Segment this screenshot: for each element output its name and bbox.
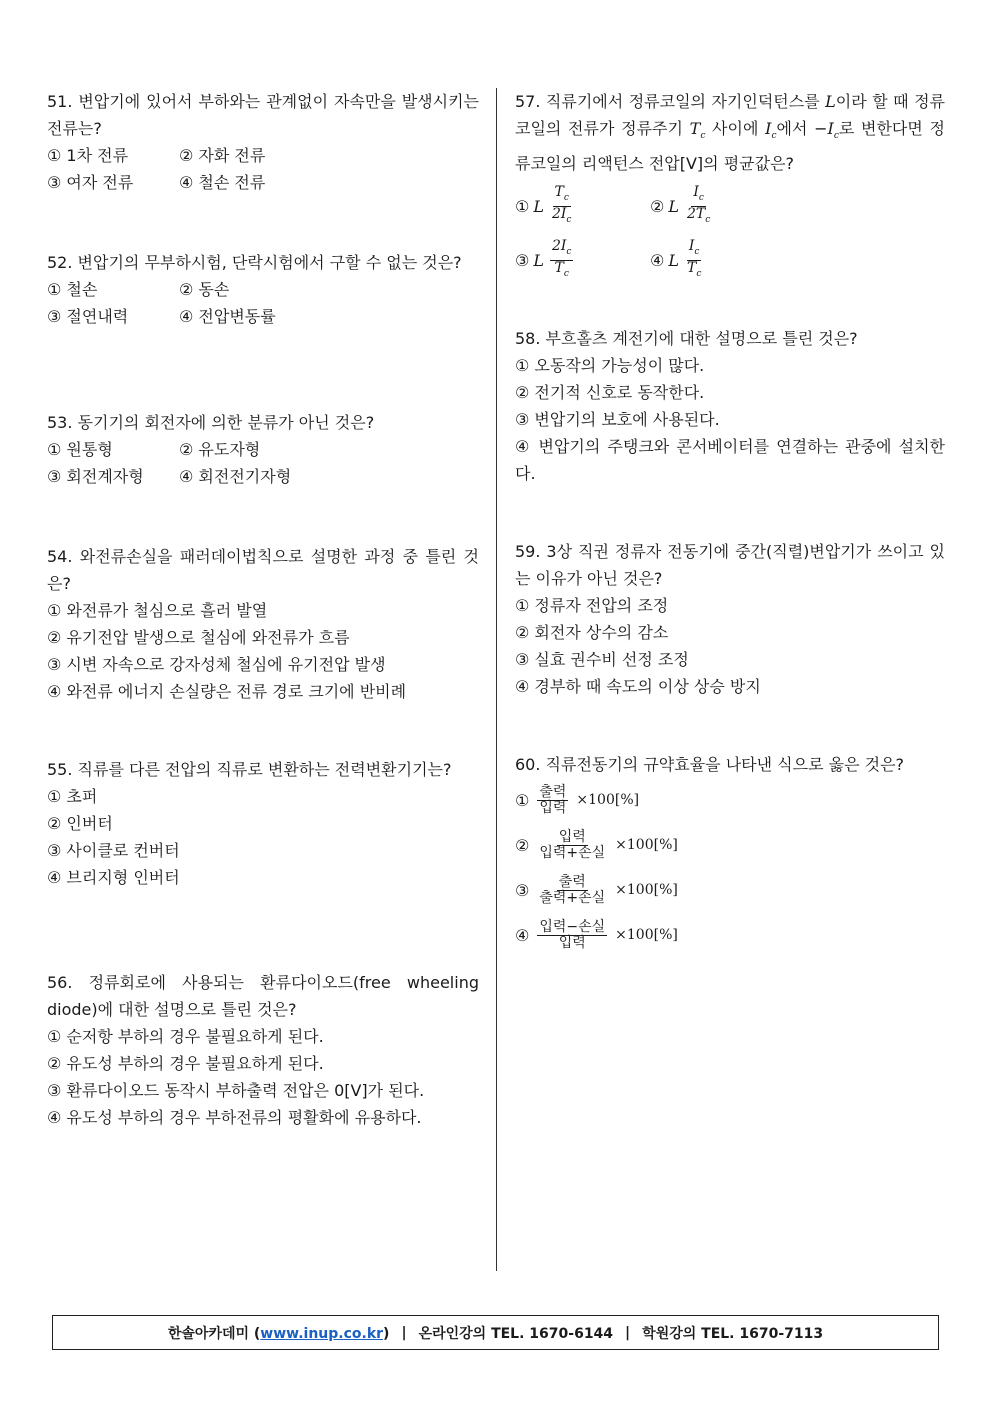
option-2[interactable]: ② 유도성 부하의 경우 불필요하게 된다. [47, 1054, 324, 1073]
option-3[interactable]: ③ 시변 자속으로 강자성체 철심에 유기전압 발생 [47, 655, 386, 674]
question-stem: 60. 직류전동기의 규약효율을 나타낸 식으로 옳은 것은? [515, 755, 905, 774]
question-57 [515, 88, 945, 283]
option-2[interactable]: ② 유도자형 [179, 440, 261, 459]
option-1[interactable]: ① $\frac{\text{출력}}{\text{입력}}$ ×100[%] [515, 784, 640, 816]
option-3[interactable]: ③ 변압기의 보호에 사용된다. [515, 410, 720, 429]
question-56 [47, 969, 479, 1131]
fraction: $\frac{\text{출력}}{\text{입력}}$ [539, 784, 567, 816]
separator: | [625, 1324, 631, 1341]
option-3[interactable]: ③ 절연내력 [47, 307, 129, 326]
question-stem: 51. 변압기에 있어서 부하와는 관계없이 자속만을 발생시키는 전류는? [47, 92, 479, 138]
question-54 [47, 543, 479, 705]
column-divider [496, 88, 497, 1271]
option-2[interactable]: ② 인버터 [47, 814, 113, 833]
option-3[interactable]: ③ 회전계자형 [47, 467, 144, 486]
symbol-L: L [825, 92, 836, 111]
option-4[interactable]: ④ 브리지형 인버터 [47, 868, 180, 887]
question-51 [47, 88, 479, 196]
option-4[interactable]: ④ 변압기의 주탱크와 콘서베이터를 연결하는 관중에 설치한다. [515, 437, 945, 483]
question-stem: 58. 부흐홀츠 계전기에 대한 설명으로 틀린 것은? [515, 329, 858, 348]
option-2[interactable]: ② L $\frac{I_c}{2T_c}$ [650, 185, 785, 228]
option-1[interactable]: ① 순저항 부하의 경우 불필요하게 된다. [47, 1027, 324, 1046]
question-58 [515, 325, 945, 487]
option-4[interactable]: ④ L $\frac{I_c}{T_c}$ [650, 239, 785, 282]
fraction: $\frac{\text{입력}}{\text{입력+손실}}$ [539, 829, 606, 861]
option-4[interactable]: ④ 회전전기자형 [179, 467, 292, 486]
option-4[interactable]: ④ $\frac{\text{입력−손실}}{\text{입력}}$ ×100[%] [515, 919, 678, 951]
option-2[interactable]: ② 유기전압 발생으로 철심에 와전류가 흐름 [47, 628, 350, 647]
question-53 [47, 409, 479, 490]
offline-phone: 학원강의 TEL. 1670-7113 [642, 1325, 824, 1342]
option-4[interactable]: ④ 와전류 에너지 손실량은 전류 경로 크기에 반비례 [47, 682, 407, 701]
fraction: $\frac{\text{출력}}{\text{출력+손실}}$ [539, 874, 606, 906]
option-2[interactable]: ② 동손 [179, 280, 230, 299]
option-1[interactable]: ① 정류자 전압의 조정 [515, 596, 669, 615]
academy-name: 한솔아카데미 (www.inup.co.kr) [167, 1325, 390, 1342]
footer-bar [52, 1315, 939, 1350]
option-2[interactable]: ② 자화 전류 [179, 146, 266, 165]
option-1[interactable]: ① 와전류가 철심으로 흘러 발열 [47, 601, 268, 620]
option-3[interactable]: ③ $\frac{\text{출력}}{\text{출력+손실}}$ ×100[%] [515, 874, 678, 906]
option-4[interactable]: ④ 철손 전류 [179, 173, 266, 192]
question-55 [47, 756, 479, 891]
option-3[interactable]: ③ 실효 권수비 선정 조정 [515, 650, 689, 669]
option-2[interactable]: ② 회전자 상수의 감소 [515, 623, 669, 642]
fraction: $\frac{I_c}{2T_c}$ [686, 183, 711, 225]
separator: | [401, 1324, 407, 1341]
question-52 [47, 249, 479, 330]
fraction: $\frac{\text{입력−손실}}{\text{입력}}$ [539, 919, 606, 951]
question-stem: 54. 와전류손실을 패러데이법칙으로 설명한 과정 중 틀린 것은? [47, 547, 479, 593]
option-2[interactable]: ② 전기적 신호로 동작한다. [515, 383, 705, 402]
fraction: $\frac{T_c}{2I_c}$ [551, 183, 572, 225]
option-1[interactable]: ① 오동작의 가능성이 많다. [515, 356, 705, 375]
option-1[interactable]: ① 원통형 [47, 440, 113, 459]
option-4[interactable]: ④ 전압변동률 [179, 307, 276, 326]
option-2[interactable]: ② $\frac{\text{입력}}{\text{입력+손실}}$ ×100[%] [515, 829, 678, 861]
question-stem: 52. 변압기의 무부하시험, 단락시험에서 구할 수 없는 것은? [47, 253, 462, 272]
question-stem: 56. 정류회로에 사용되는 환류다이오드(free wheeling diode)에 대한 설명으로 틀린 것은? [47, 973, 479, 1019]
option-1[interactable]: ① 철손 [47, 280, 98, 299]
question-60 [515, 751, 945, 958]
fraction: $\frac{2I_c}{T_c}$ [551, 237, 572, 279]
option-1[interactable]: ① L $\frac{T_c}{2I_c}$ [515, 185, 650, 228]
question-stem: 57. 직류기에서 정류코일의 자기인덕턴스를 L이라 할 때 정류코일의 전류가 정류주기 $T_c$ 사이에 $I_c$에서 $-I_c$로 변한다면 정류코일의 리액턴스 전압[V]의 평균값은? [515, 92, 946, 174]
fraction: $\frac{I_c}{T_c}$ [686, 237, 702, 279]
question-stem: 55. 직류를 다른 전압의 직류로 변환하는 전력변환기기는? [47, 760, 452, 779]
option-3[interactable]: ③ 사이클로 컨버터 [47, 841, 180, 860]
academy-link[interactable]: www.inup.co.kr [260, 1325, 384, 1342]
option-3[interactable]: ③ 여자 전류 [47, 173, 134, 192]
option-4[interactable]: ④ 유도성 부하의 경우 부하전류의 평활화에 유용하다. [47, 1108, 422, 1127]
option-4[interactable]: ④ 경부하 때 속도의 이상 상승 방지 [515, 677, 761, 696]
option-1[interactable]: ① 1차 전류 [47, 146, 129, 165]
online-phone: 온라인강의 TEL. 1670-6144 [418, 1325, 614, 1342]
option-1[interactable]: ① 초퍼 [47, 787, 98, 806]
option-3[interactable]: ③ 환류다이오드 동작시 부하출력 전압은 0[V]가 된다. [47, 1081, 425, 1100]
question-59 [515, 538, 945, 700]
question-stem: 53. 동기기의 회전자에 의한 분류가 아닌 것은? [47, 413, 375, 432]
option-3[interactable]: ③ L $\frac{2I_c}{T_c}$ [515, 239, 650, 282]
question-stem: 59. 3상 직권 정류자 전동기에 중간(직렬)변압기가 쓰이고 있는 이유가 아닌 것은? [515, 542, 945, 588]
